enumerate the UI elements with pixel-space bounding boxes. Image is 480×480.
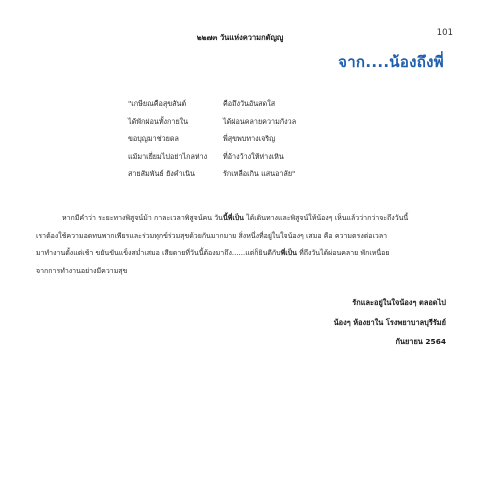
emphasis-text: นี้พี่เป็น (222, 214, 244, 222)
signature-block (334, 293, 446, 352)
text-run: หากมีคำว่า ระยะทางพิสูจน์ม้า กาละเวลาพิสูจน์คน วัน (62, 214, 223, 222)
poem-line: พี่สุขพบทางเจริญ (223, 134, 276, 144)
paragraph-line: เราต้องใช้ความอดทนพากเพียรและร่วมทุกข์ร่วมสุขด้วยกันมากมาย สิ่งหนึ่งที่อยู่ในใจน้องๆ เสมอ คือ ความตรงต่อเวลา (36, 231, 388, 240)
emphasis-text: พี่เป็น (280, 249, 297, 257)
paragraph-line (36, 245, 454, 263)
text-run: มาทำงานตั้งแต่เช้า ขยันขันแข็งสม่ำเสมอ เสียดายที่วันนี้ต้องมาถึง......แต่ก็ยินดีกับ (36, 249, 281, 257)
poem-line: ได้ผ่อนคลายความกังวล (223, 116, 297, 126)
poem-line: คือถึงวันอันสดใส (223, 99, 276, 108)
signature-line: น้องๆ ห้องยาใน โรงพยาบาลบุรีรัมย์ (333, 317, 446, 327)
poem-row (128, 165, 368, 183)
paragraph-line: จากการทำงานอย่างมีความสุข (36, 266, 128, 275)
poem-row (128, 148, 368, 166)
body-paragraph (36, 210, 454, 280)
poem-line: สายสัมพันธ์ ยังคำเนิน (128, 169, 195, 179)
text-run: ได้เดินทางและพิสูจน์ให้น้องๆ เห็นแล้วว่ากว่าจะถึงวันนี้ (243, 214, 409, 222)
poem-line: ที่อ้างว้างให้ห่างเหิน (223, 151, 284, 161)
text-run: ที่ถึงวันได้ผ่อนคลาย พักเหนื่อย (296, 249, 390, 257)
section-title: จาก....น้องถึงพี่ (338, 53, 444, 71)
poem-line: รักเหลือเกิน แสนอาลัย" (223, 169, 296, 179)
poem-row (128, 113, 368, 131)
running-header: ๒๒๗๓ วันแห่งความกตัญญู (196, 33, 284, 42)
poem-line: ขอบุญมาช่วยดล (128, 134, 179, 144)
signature-date: กันยายน 2564 (395, 337, 446, 346)
paragraph-line (36, 210, 454, 228)
signature-line: รักและอยู่ในใจน้องๆ ตลอดไป (352, 298, 446, 307)
poem-row (128, 130, 368, 148)
poem-row (128, 95, 368, 113)
poem-line: ได้พักผ่อนทั้งกายใน (128, 116, 189, 126)
poem-line: "เกษียณคือสุขสันต์ (128, 99, 187, 108)
poem (128, 95, 368, 183)
poem-line: แม้มาเยี่ยมไปอย่าไกลห่าง (128, 151, 208, 161)
page-number: 101 (436, 28, 453, 38)
